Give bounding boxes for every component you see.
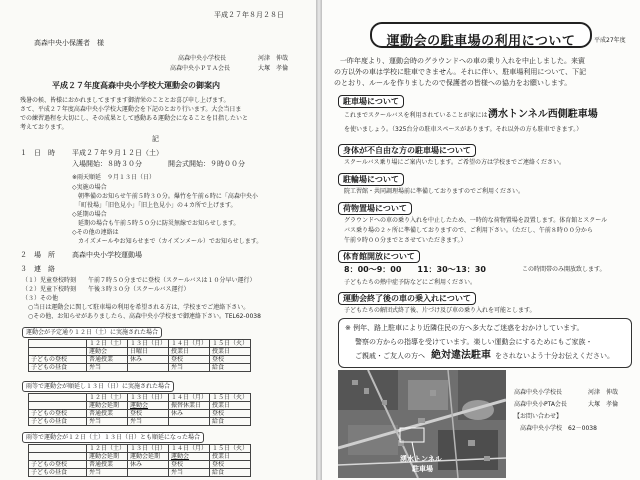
intro-line: のとおり、ルールを作りましたので保護者の皆様への協力をお願いします。 bbox=[334, 79, 572, 87]
table-cell: 授業日 bbox=[169, 348, 210, 356]
table-cell: １５日（火） bbox=[210, 394, 251, 402]
table-cell: １２日（土） bbox=[87, 394, 128, 402]
notice-line: 警察の方からの指導を受けています。楽しい運動会にするためにもご家族・ bbox=[355, 338, 593, 346]
table-cell bbox=[29, 340, 87, 348]
ki-heading: 記 bbox=[152, 135, 159, 143]
table-cell: 給食 bbox=[210, 469, 251, 477]
table-cell: 登校 bbox=[169, 461, 210, 469]
gym-line2: 子どもたちの熱中症予防などにご利用ください。 bbox=[344, 279, 477, 286]
table-cell: １５日（火） bbox=[210, 445, 251, 453]
table-cell: 運動会 bbox=[87, 348, 128, 356]
table-cell: 授業日 bbox=[210, 453, 251, 461]
table-cell: 登校 bbox=[210, 461, 251, 469]
contact-phone: 高森中央小学校 62－0038 bbox=[520, 425, 597, 432]
sec4-line: バス乗り場の２ヶ所に準備しておりますので、ご利用下さい。（ただし、午前８時００分から bbox=[344, 227, 593, 234]
table-cell: 給食 bbox=[210, 364, 251, 372]
intro-line: 考えております。 bbox=[20, 124, 68, 131]
table-row bbox=[29, 364, 251, 372]
sec3-line1: 院工習館・共同調理場前に準備しておりますのでご利用ください。 bbox=[344, 188, 525, 195]
kaikai-time: 開会式開始：９時００分 bbox=[168, 160, 245, 168]
sender-name-1: 河津 伸哉 bbox=[258, 55, 289, 62]
table-row bbox=[29, 461, 251, 469]
rain-postpone: ※雨天順延 ９月１３日（日） bbox=[72, 174, 156, 181]
table-header-row bbox=[29, 445, 251, 453]
table-cell bbox=[128, 469, 169, 477]
sender-name-2: 大塚 孝倫 bbox=[588, 401, 619, 408]
table-header-row bbox=[29, 340, 251, 348]
table-cell: 子どもの登校 bbox=[29, 356, 87, 364]
intro-line: での練習過程を大切にし、その成果として感動ある運動会になることを目指したいと bbox=[20, 115, 249, 122]
table-cell: １３日（日） bbox=[128, 394, 169, 402]
sender-org-2: 高森中央小PTA会長 bbox=[514, 401, 567, 408]
table-cell bbox=[169, 418, 210, 426]
table-cell: 休み bbox=[128, 356, 169, 364]
table-cell: 運動会延期 bbox=[87, 402, 128, 410]
sec2-line1: スクールバス乗り場にご案内いたします。ご希望の方は学校までご連絡ください。 bbox=[344, 159, 565, 166]
table-cell: 弁当 bbox=[87, 418, 128, 426]
warning-notice-box bbox=[338, 318, 632, 368]
table-header-row bbox=[29, 394, 251, 402]
bullet-line: ◇その他の連絡は bbox=[72, 229, 119, 236]
table-cell: 子どもの登校 bbox=[29, 410, 87, 418]
map-label-tunnel: 湧水トンネル bbox=[400, 455, 442, 463]
contact-line: ○その他、お知らせがありましたら、高森中央小学校まで御連絡下さい。TEL62-0038 bbox=[22, 313, 261, 320]
item2-value: 高森中央小学校運動場 bbox=[72, 251, 142, 259]
table-cell: 運動会延期 bbox=[87, 453, 128, 461]
parking-title-box bbox=[370, 22, 592, 48]
sec1-parking-name: 湧水トンネル西側駐車場 bbox=[488, 109, 598, 120]
sec6-line1: 子どもたちの解団式終了後、片づけ及び車の乗り入れを可能とします。 bbox=[344, 307, 536, 314]
table-cell: 休み bbox=[128, 461, 169, 469]
left-page bbox=[0, 0, 316, 480]
table-cell: １３日（日） bbox=[128, 340, 169, 348]
item1-value: 平成２７年９月１２日（土） bbox=[72, 149, 163, 157]
table-cell: 授業日 bbox=[210, 402, 251, 410]
table-cell: 子どもの昼食 bbox=[29, 364, 87, 372]
item2-num: ２ bbox=[20, 251, 27, 259]
table-cell: １３日（日） bbox=[128, 445, 169, 453]
schedule-table-3 bbox=[28, 444, 251, 477]
table-cell bbox=[29, 394, 87, 402]
section-heading-gym: 体育館開放について bbox=[338, 250, 420, 263]
contact-line: （２）児童下校時刻 午後３時３０分（スクールバス運行） bbox=[22, 286, 190, 293]
table-cell: 運動会 bbox=[169, 453, 210, 461]
table-cell: 振替休業日 bbox=[169, 402, 210, 410]
notice-line3-pre: ご親戚・ご友人の方へ bbox=[355, 352, 425, 360]
intro-line: 残暑の候、皆様におかれましてますます御清栄のこととお喜び申し上げます。 bbox=[20, 97, 230, 104]
contact-line: ○当日は運動会に関して駐車場の利用を希望される方は、学校までご連絡下さい。 bbox=[22, 304, 250, 311]
intro-line: の方以外の車は学校に駐車できません。それに伴い、駐車場利用について、下記 bbox=[334, 68, 587, 76]
bullet-line: カイズメールやお知らせまで（カイズンメール）でお知らせします。 bbox=[72, 238, 263, 245]
section-heading-luggage: 荷物置場について bbox=[338, 202, 412, 215]
table-cell: 弁当 bbox=[169, 469, 210, 477]
table-row bbox=[29, 453, 251, 461]
sec4-line: グラウンドへの車の乗り入れを中止したため、一時的な荷物置場を設置します。体育館とスクール bbox=[344, 217, 608, 224]
table-cell: 普通授業 bbox=[87, 461, 128, 469]
section-heading-parking: 駐車場について bbox=[338, 95, 404, 108]
table-cell: 運動会 bbox=[128, 402, 169, 410]
table-cell: 登校 bbox=[210, 410, 251, 418]
table-cell bbox=[29, 348, 87, 356]
contact-label: 【お問い合わせ】 bbox=[514, 413, 563, 420]
table-cell bbox=[29, 453, 87, 461]
table-row bbox=[29, 348, 251, 356]
table-cell: 子どもの昼食 bbox=[29, 418, 87, 426]
table-cell: 弁当 bbox=[128, 418, 169, 426]
item1-num: １ bbox=[20, 149, 27, 157]
table3-caption: 雨等で運動会が１２日（土）１３日（日）とも順延になった場合 bbox=[22, 432, 204, 443]
bullet-line: 「町役場」「旧色見小」「旧上色見小」の４カ所で上げます。 bbox=[72, 202, 237, 209]
table-cell: 普通授業 bbox=[87, 356, 128, 364]
nyujo-time: 入場開始：８時３０分 bbox=[72, 160, 142, 168]
sec1-line1: これまでスクールバスを利用されていることが家には bbox=[344, 112, 488, 119]
notice-line: ※ 例年、路上駐車により近隣住民の方へ多大なご迷惑をおかけしています。 bbox=[345, 324, 584, 332]
bullet-line: 朝準備のお知らせ午前５時３０分。爆竹を午前６時に「高森中央小 bbox=[72, 193, 258, 200]
section-heading-bicycle: 駐輪場について bbox=[338, 173, 404, 186]
table-row bbox=[29, 469, 251, 477]
table-cell: 登校 bbox=[128, 410, 169, 418]
sender-org-1: 高森中央小学校長 bbox=[178, 55, 227, 62]
contact-line: （３）その他 bbox=[22, 295, 59, 302]
table-cell bbox=[128, 364, 169, 372]
table-cell: 弁当 bbox=[87, 469, 128, 477]
table-cell bbox=[29, 445, 87, 453]
table-row bbox=[29, 402, 251, 410]
gym-note: この時間帯のみ開放致します。 bbox=[522, 266, 606, 273]
sec4-line: 午前９時００分までとさせていただきます。） bbox=[344, 237, 467, 244]
schedule-table-2 bbox=[28, 393, 251, 426]
table-cell: １４日（月） bbox=[169, 445, 210, 453]
item3-label: 連 絡 bbox=[34, 265, 55, 273]
right-page bbox=[322, 0, 640, 480]
table-cell: 子どもの昼食 bbox=[29, 469, 87, 477]
table-row bbox=[29, 356, 251, 364]
map-label-parking: 駐車場 bbox=[412, 465, 433, 473]
bullet-line: ◇延期の場合 bbox=[72, 211, 107, 218]
sender-org-2: 高森中央小ＰＴＡ会長 bbox=[170, 65, 231, 72]
letter-title: 平成２７年度高森中央小学校大運動会の御案内 bbox=[52, 81, 220, 90]
table-cell: 授業日 bbox=[210, 348, 251, 356]
fiscal-year: 平成27年度 bbox=[594, 37, 626, 44]
letter-date: 平成２７年８月２８日 bbox=[214, 11, 284, 19]
schedule-table-1 bbox=[28, 339, 251, 372]
sender-name-1: 河津 伸哉 bbox=[588, 389, 619, 396]
table-cell: 運動会延期 bbox=[128, 453, 169, 461]
table-cell: １５日（火） bbox=[210, 340, 251, 348]
intro-line: さて、平成２７年度高森中央小学校大運動会を下記のとおり行います。大会当日ま bbox=[20, 106, 242, 113]
sender-name-2: 大塚 孝倫 bbox=[258, 65, 289, 72]
table-cell: １４日（月） bbox=[169, 394, 210, 402]
table-cell: 登校 bbox=[169, 356, 210, 364]
table-cell: 登校 bbox=[210, 356, 251, 364]
contact-line: （１）児童登校時刻 午前７時５０分までに登校（スクールバスは１０分早い運行） bbox=[22, 277, 256, 284]
gym-times: 8：00〜9：00 11：30〜13：30 bbox=[344, 265, 486, 274]
table-cell: １２日（土） bbox=[87, 445, 128, 453]
bullet-line: 延期の場合も午前５時５０分に防災無線でお知らせします。 bbox=[72, 220, 240, 227]
parking-title: 運動会の駐車場の利用について bbox=[386, 34, 576, 49]
table-cell: 休み bbox=[169, 410, 210, 418]
table-cell: １４日（月） bbox=[169, 340, 210, 348]
intro-line: 一昨年度より、運動会時のグラウンドへの車の乗り入れを中止しました。来賓 bbox=[340, 57, 585, 65]
table-cell: 給食 bbox=[210, 418, 251, 426]
table-row bbox=[29, 418, 251, 426]
item2-label: 場 所 bbox=[34, 251, 55, 259]
item1-label: 日 時 bbox=[34, 149, 55, 157]
table-cell bbox=[29, 402, 87, 410]
notice-line3-post: をされないよう十分お伝えください。 bbox=[495, 352, 614, 360]
table-cell: 日曜日 bbox=[128, 348, 169, 356]
table-cell: 子どもの登校 bbox=[29, 461, 87, 469]
table-cell: 普通授業 bbox=[87, 410, 128, 418]
table2-caption: 雨等で運動会が順延し１３日（日）に実施された場合 bbox=[22, 381, 174, 392]
section-heading-disabled: 身体が不自由な方の駐車場について bbox=[338, 144, 476, 157]
aerial-map bbox=[338, 370, 506, 478]
addressee: 高森中央小保護者 様 bbox=[34, 39, 104, 47]
section-heading-after: 運動会終了後の車の乗入れについて bbox=[338, 292, 476, 305]
item3-num: ３ bbox=[20, 265, 27, 273]
notice-emphasis: 絶対違法駐車 bbox=[431, 350, 491, 361]
sec1-line2: を使いましょう。（325台分の駐車スペースがあります。それ以外の方も駐車できます。） bbox=[344, 126, 583, 133]
bullet-line: ◇実施の場合 bbox=[72, 184, 107, 191]
table1-caption: 運動会が予定通り１２日（土）に実施された場合 bbox=[22, 327, 162, 338]
table-cell: 弁当 bbox=[169, 364, 210, 372]
sender-org-1: 高森中央小学校長 bbox=[514, 389, 563, 396]
table-cell: １２日（土） bbox=[87, 340, 128, 348]
table-row bbox=[29, 410, 251, 418]
table-cell: 弁当 bbox=[87, 364, 128, 372]
